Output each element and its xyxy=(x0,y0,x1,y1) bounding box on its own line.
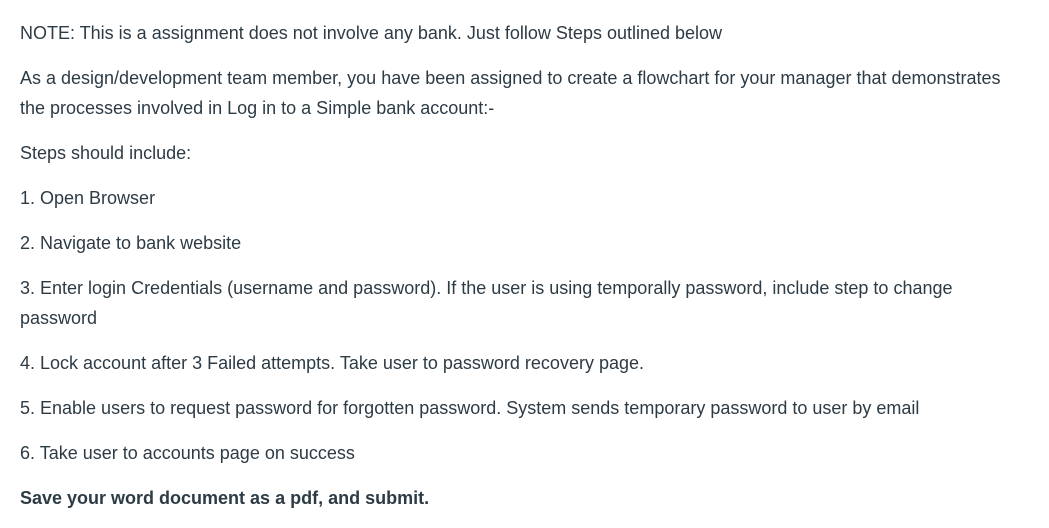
assignment-content xyxy=(20,18,1030,528)
step-item: 2. Navigate to bank website xyxy=(20,233,242,253)
note-paragraph: NOTE: This is a assignment does not involve any bank. Just follow Steps outlined below xyxy=(20,23,723,43)
step-item: 1. Open Browser xyxy=(20,188,156,208)
step-item: 5. Enable users to request password for forgotten password. System sends temporary password to user by email xyxy=(20,398,920,418)
intro-paragraph: As a design/development team member, you have been assigned to create a flowchart for your manager that demonstrates the processes involved in Log in to a Simple bank account:- xyxy=(20,68,1001,118)
step-item: 4. Lock account after 3 Failed attempts. Take user to password recovery page. xyxy=(20,353,644,373)
step-item: 6. Take user to accounts page on success xyxy=(20,443,355,463)
closing-instruction: Save your word document as a pdf, and submit. xyxy=(20,488,430,508)
steps-heading: Steps should include: xyxy=(20,143,192,163)
step-item: 3. Enter login Credentials (username and password). If the user is using temporally password, include step to change password xyxy=(20,278,953,328)
